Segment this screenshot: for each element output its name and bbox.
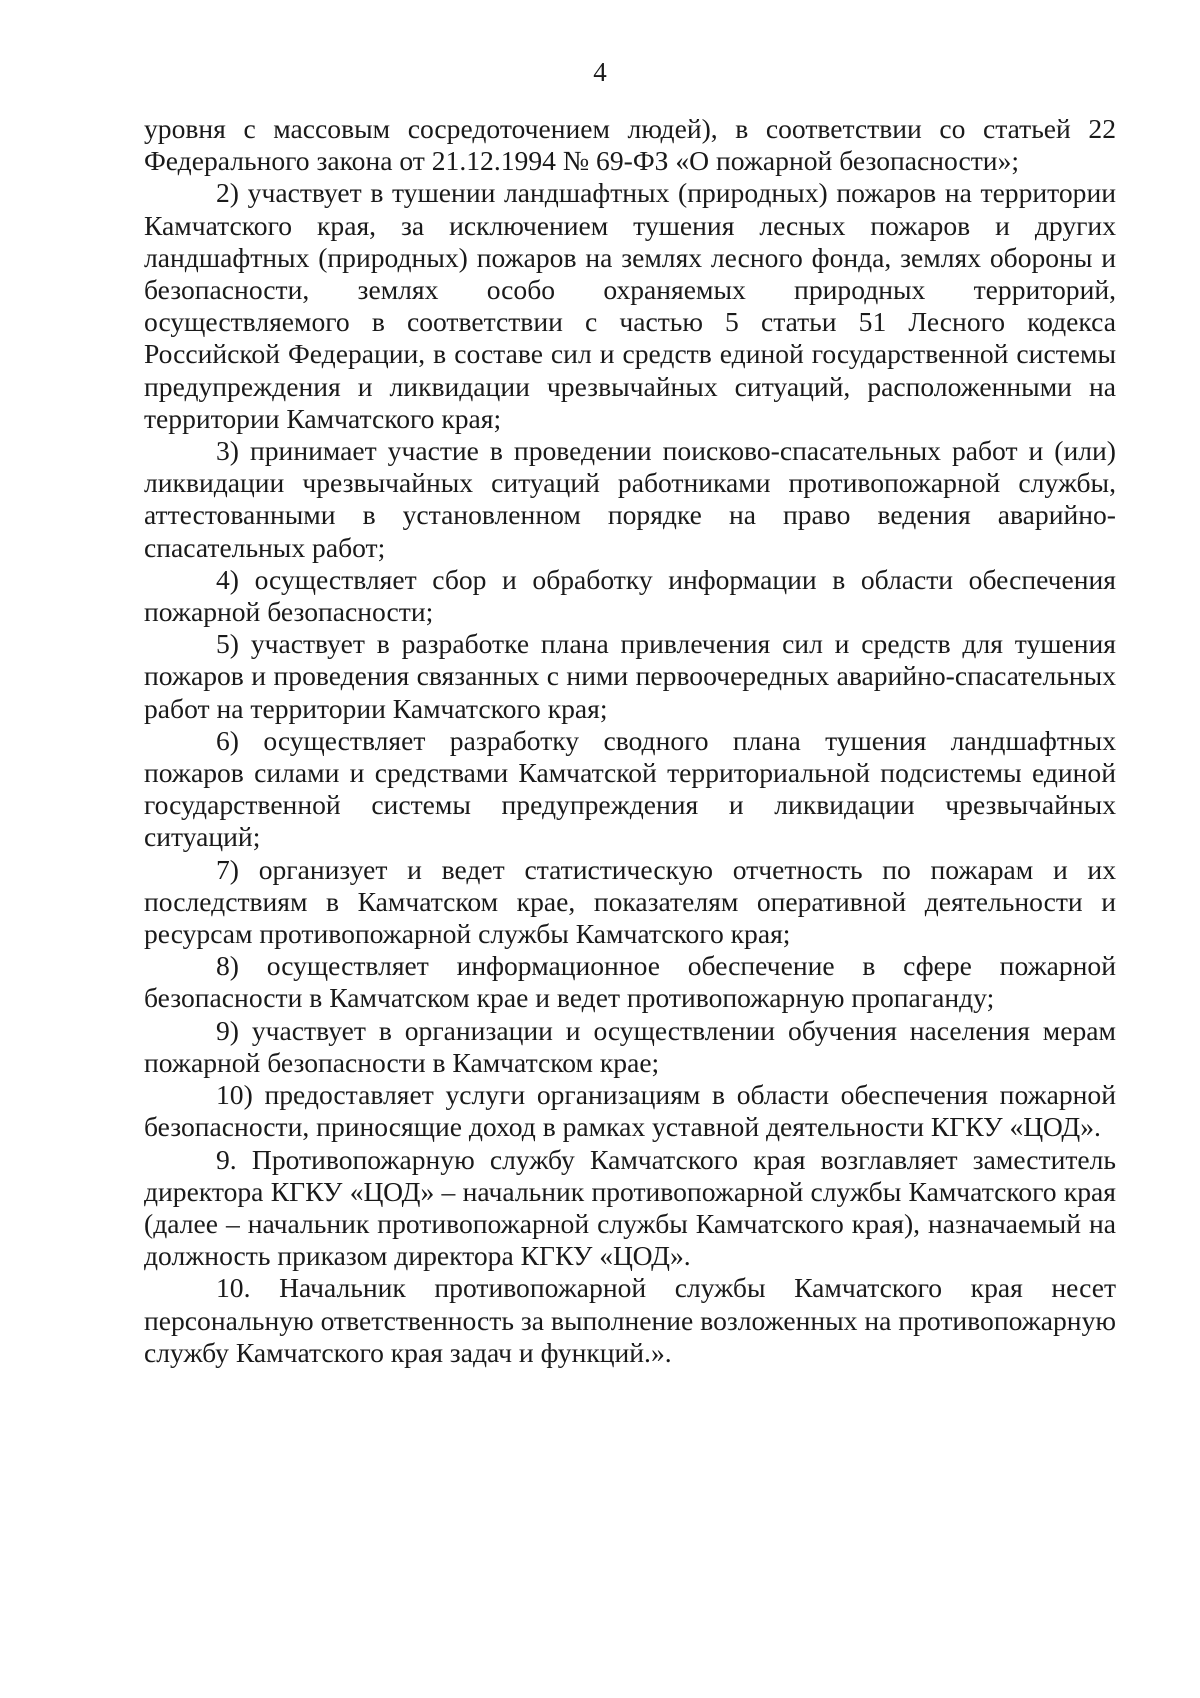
paragraph-item-5: 5) участвует в разработке плана привлечения сил и средств для тушения пожаров и проведения связанных с ними первоочередных аварийно-спасательных работ на территории Камчатского края; xyxy=(144,628,1116,724)
paragraph-item-7: 7) организует и ведет статистическую отчетность по пожарам и их последствиям в Камчатском крае, показателям оперативной деятельности и ресурсам противопожарной службы Камчатского края; xyxy=(144,853,1116,950)
paragraph-item-8: 8) осуществляет информационное обеспечение в сфере пожарной безопасности в Камчатском крае и ведет противопожарную пропаганду; xyxy=(144,950,1116,1014)
paragraph-item-2: 2) участвует в тушении ландшафтных (природных) пожаров на территории Камчатского края, за исключением тушения лесных пожаров и других ландшафтных (природных) пожаров на землях лесного фонда, землях обороны и безопасности, землях особо охраняемых природных территорий, осуществляемого в соответствии с частью 5 статьи 51 Лесного кодекса Российской Федерации, в составе сил и средств единой государственной системы предупреждения и ликвидации чрезвычайных ситуаций, расположенными на территории Камчатского края; xyxy=(144,177,1116,434)
page-number: 4 xyxy=(593,57,607,87)
paragraph-item-10: 10) предоставляет услуги организациям в области обеспечения пожарной безопасности, приносящие доход в рамках уставной деятельности КГКУ «ЦОД». xyxy=(144,1079,1116,1143)
paragraph-section-9: 9. Противопожарную службу Камчатского края возглавляет заместитель директора КГКУ «ЦОД» – начальник противопожарной службы Камчатского края (далее – начальник противопожарной службы Камчатского края), назначаемый на должность приказом директора КГКУ «ЦОД». xyxy=(144,1143,1116,1272)
document-body xyxy=(144,113,1116,1369)
paragraph-section-10: 10. Начальник противопожарной службы Камчатского края несет персональную ответственность за выполнение возложенных на противопожарную службу Камчатского края задач и функций.». xyxy=(144,1272,1116,1368)
paragraph-item-6: 6) осуществляет разработку сводного плана тушения ландшафтных пожаров силами и средствами Камчатской территориальной подсистемы единой государственной системы предупреждения и ликвидации чрезвычайных ситуаций; xyxy=(144,724,1116,853)
paragraph-item-3: 3) принимает участие в проведении поисково-спасательных работ и (или) ликвидации чрезвычайных ситуаций работниками противопожарной службы, аттестованными в установленном порядке на право ведения аварийно-спасательных работ; xyxy=(144,435,1116,563)
paragraph-item-9: 9) участвует в организации и осуществлении обучения населения мерам пожарной безопасности в Камчатском крае; xyxy=(144,1014,1116,1078)
paragraph-continuation: уровня с массовым сосредоточением людей), в соответствии со статьей 22 Федерального закона от 21.12.1994 № 69-ФЗ «О пожарной безопасности»; xyxy=(144,113,1116,177)
paragraph-item-4: 4) осуществляет сбор и обработку информации в области обеспечения пожарной безопасности; xyxy=(144,563,1116,628)
